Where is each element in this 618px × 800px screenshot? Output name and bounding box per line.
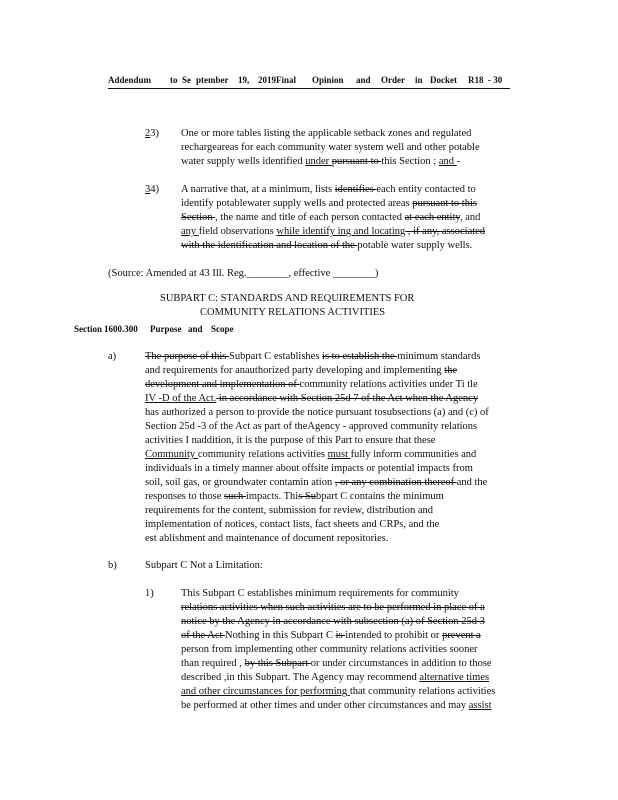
text-segment: impacts. Thi — [245, 491, 299, 502]
subparagraph-line — [181, 616, 485, 628]
section-title-scope: Scope — [211, 324, 234, 334]
paragraph-line — [145, 421, 477, 433]
deleted-text: pursuant to this — [412, 198, 477, 209]
header-word: ptember — [196, 75, 229, 85]
text-segment: that community relations activities — [349, 686, 496, 697]
deleted-text: identifies — [334, 184, 377, 195]
text-segment: intended to prohibit or — [345, 630, 443, 641]
paragraph-line — [145, 449, 476, 461]
header-word: Se — [182, 75, 191, 85]
section-title: Purpose — [150, 324, 182, 334]
paragraph-line — [145, 351, 480, 363]
inserted-text: assist — [468, 700, 492, 711]
paragraph-line — [145, 505, 433, 517]
text-segment: Subpart C establishes — [229, 351, 323, 362]
item-label: 23) — [145, 128, 159, 139]
text-segment: potable water supply wells. — [357, 240, 473, 251]
text-segment: soil, soil gas, or groundwater contamin ation — [145, 477, 335, 488]
header-word: - 30 — [488, 75, 503, 85]
subparagraph-line — [181, 644, 478, 656]
deleted-text: pursuant to — [331, 156, 382, 167]
paragraph-line — [145, 463, 473, 475]
text-segment: field observations — [198, 226, 277, 237]
text-segment: each entity contacted to — [376, 184, 476, 195]
header-word: 2019Final — [258, 75, 297, 85]
paragraph-line — [145, 365, 457, 377]
deleted-text: The purpose of this — [145, 351, 229, 362]
paragraph-line — [145, 491, 444, 503]
item-line — [181, 198, 477, 210]
text-segment: community relations activities under Ti tle — [299, 379, 478, 390]
section-label: Section — [74, 324, 102, 334]
item-line — [181, 226, 485, 238]
paragraph-line — [145, 519, 439, 531]
subparagraph-line — [181, 630, 481, 642]
inserted-text: must — [327, 449, 351, 460]
subparagraph-line — [181, 672, 489, 684]
text-segment: and the — [456, 477, 488, 488]
text-segment: bpart C contains the minimum — [316, 491, 444, 502]
source-note: (Source: Amended at 43 Ill. Reg.________, effective ________) — [108, 268, 379, 279]
deleted-text: at each entity — [404, 212, 460, 223]
deleted-text: relations activities when such activities are to be performed in place of a — [181, 602, 485, 613]
text-segment: , and — [459, 212, 481, 223]
paragraph-line — [145, 435, 435, 447]
item-line — [181, 128, 511, 140]
inserted-text: and other circumstances for performing — [181, 686, 350, 697]
text-segment: community relations activities — [197, 449, 328, 460]
deleted-text: in accordance with Section 25d 7 of the Act when the Agency — [216, 393, 479, 404]
deleted-text: with the identification and location of the — [181, 240, 358, 251]
text-segment: individuals in a timely manner about offsite impacts or potential impacts from — [145, 463, 473, 474]
header-word: Addendum — [108, 75, 152, 85]
subpart-title-line-1: SUBPART C: STANDARDS AND REQUIREMENTS FOR — [160, 293, 415, 304]
paragraph-line — [145, 393, 478, 405]
text-segment: requirements for the content, submission for review, distribution and — [145, 505, 434, 516]
header-word: Docket — [430, 75, 457, 85]
paragraph-line — [145, 379, 478, 391]
text-segment: A narrative that, at a minimum, lists — [181, 184, 335, 195]
text-segment: This Subpart C establishes minimum requirements for community — [181, 588, 459, 599]
subparagraph-line — [181, 658, 492, 670]
text-segment: person from implementing other community relations activities sooner — [181, 644, 478, 655]
text-segment: identify potablewater supply wells and protected areas — [181, 198, 413, 209]
header-word: in — [415, 75, 423, 85]
item-line — [181, 212, 480, 224]
text-segment: this Section ; — [381, 156, 439, 167]
inserted-text: while identify ing and locating — [276, 226, 406, 237]
text-segment: rechargeareas for each community water system well and other potable — [181, 142, 480, 153]
subparagraph-line — [181, 700, 492, 712]
inserted-text: alternative times — [419, 672, 490, 683]
inserted-text: any — [181, 226, 199, 237]
deleted-text: notice by the Agency in accordance with subsection (a) of Section 25d 3 — [181, 616, 485, 627]
paragraph-line — [145, 477, 487, 489]
deleted-text: s Su — [298, 491, 317, 502]
paragraph-label: a) — [108, 351, 117, 362]
deleted-text: the — [444, 365, 457, 376]
header-word: Order — [381, 75, 405, 85]
section-number: 1600.300 — [104, 324, 138, 334]
deleted-text: of the Act — [181, 630, 226, 641]
text-segment: described ,in this Subpart. The Agency may recommend — [181, 672, 420, 683]
inserted-text: and — [438, 156, 457, 167]
text-segment: responses to those — [145, 491, 225, 502]
subparagraph-line — [181, 602, 485, 614]
paragraph-heading: Subpart C Not a Limitation: — [145, 560, 263, 571]
text-segment: - — [456, 156, 461, 167]
item-line — [181, 184, 476, 196]
deleted-text: , or any combination thereof — [334, 477, 457, 488]
header-word: and — [356, 75, 371, 85]
subpart-title-line-2: COMMUNITY RELATIONS ACTIVITIES — [200, 307, 386, 318]
deleted-text: development and implementation of — [145, 379, 300, 390]
text-segment: Nothing in this Subpart C — [225, 630, 336, 641]
item-label: 34) — [145, 184, 159, 195]
paragraph-label: b) — [108, 560, 117, 571]
paragraph-line — [145, 407, 489, 419]
deleted-text: Section — [181, 212, 216, 223]
inserted-text: under — [305, 156, 332, 167]
subparagraph-line — [181, 686, 495, 698]
text-segment: has authorized a person to provide the notice pursuant tosubsections (a) and (c) of — [145, 407, 489, 418]
deleted-text: is — [335, 630, 346, 641]
deleted-text: is to establish — [322, 351, 382, 362]
subparagraph-line — [181, 588, 459, 600]
text-segment: and requirements for anauthorized party developing and implementing — [145, 365, 445, 376]
text-segment: Section 25d -3 of the Act as part of theAgency - approved community relations — [145, 421, 478, 432]
text-segment: implementation of notices, contact lists, fact sheets and CRPs, and the — [145, 519, 440, 530]
text-segment: or under circumstances in addition to those — [310, 658, 492, 669]
item-line — [181, 240, 472, 252]
text-segment: activities I naddition, it is the purpose of this Part to ensure that these — [145, 435, 436, 446]
inserted-text: Community — [145, 449, 198, 460]
text-segment: water supply wells identified — [181, 156, 306, 167]
section-title-and: and — [188, 324, 203, 334]
deleted-text: such — [224, 491, 246, 502]
text-segment: , the name and title of each person contacted — [215, 212, 405, 223]
item-line — [181, 156, 460, 168]
inserted-text: IV -D of the Act. — [145, 393, 217, 404]
text-segment: be performed at other times and under other circumstances and may — [181, 700, 469, 711]
header-word: Opinion — [312, 75, 344, 85]
subparagraph-label: 1) — [145, 588, 154, 599]
item-line — [181, 142, 480, 154]
text-segment: minimum standards — [397, 351, 481, 362]
deleted-text: by this Subpart — [244, 658, 311, 669]
deleted-text: , if any, associated — [405, 226, 486, 237]
header-word: 19, — [238, 75, 250, 85]
text-segment: fully inform communities and — [350, 449, 477, 460]
paragraph-line — [145, 533, 388, 545]
deleted-text: prevent a — [442, 630, 481, 641]
header-word: to — [170, 75, 178, 85]
text-segment: One or more tables listing the applicable setback zones and regulated — [181, 128, 472, 139]
deleted-text: the — [381, 351, 398, 362]
header-word: R18 — [468, 75, 484, 85]
text-segment: than required , — [181, 658, 245, 669]
text-segment: est ablishment and maintenance of document repositories. — [145, 533, 389, 544]
